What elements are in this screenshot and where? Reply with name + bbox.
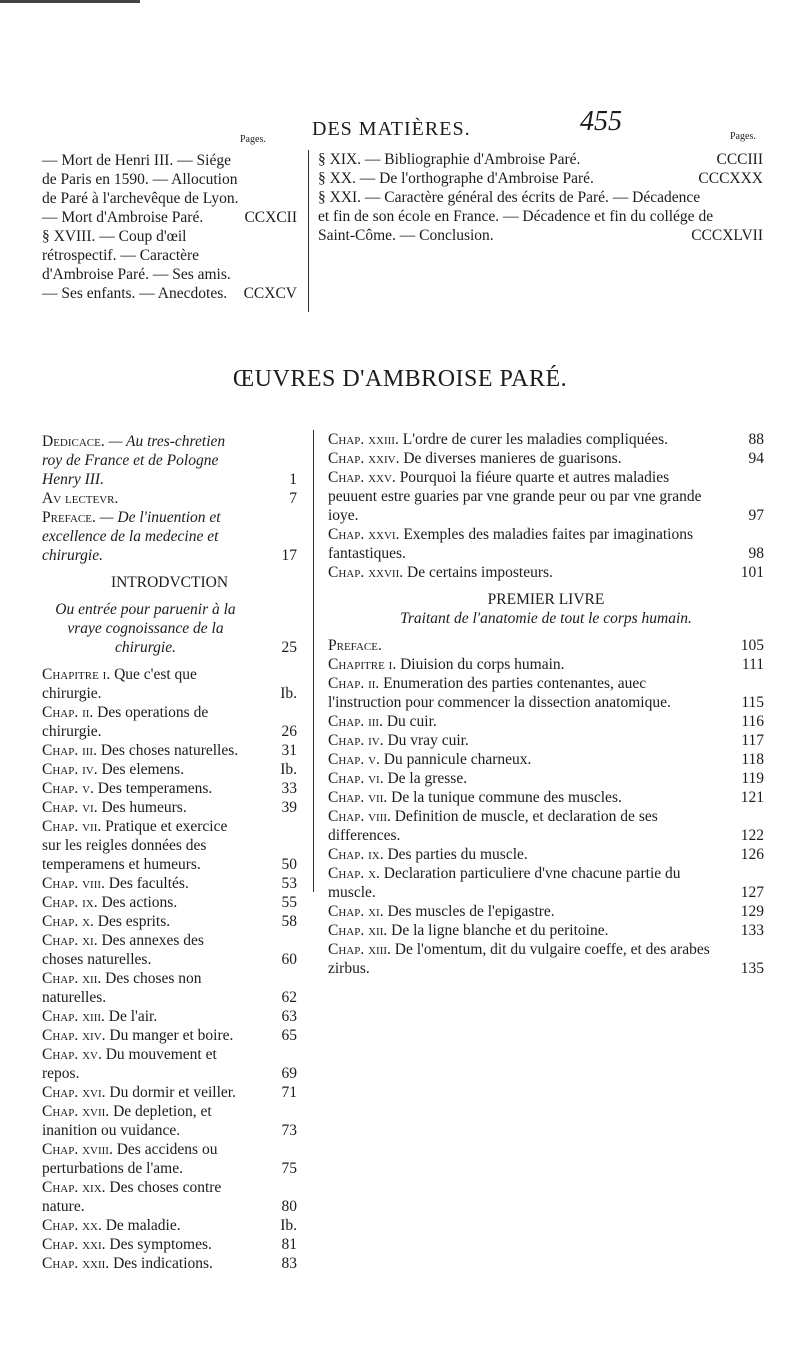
- toc-entry-text: [42, 741, 297, 760]
- chapter-title: Du vray cuir.: [387, 732, 469, 749]
- chapter-heading: Chap. xvi.: [42, 1084, 106, 1101]
- page-ref: 122: [740, 827, 764, 844]
- page-ref: 101: [740, 564, 764, 581]
- toc-entry: [328, 940, 764, 978]
- chapter-title: Des facultés.: [108, 875, 189, 892]
- chapter-heading: Chap. xii.: [328, 922, 388, 939]
- toc-entry: [42, 969, 297, 1007]
- chapter-heading: Chap. xii.: [42, 970, 102, 987]
- toc-entry: [318, 188, 763, 245]
- chapter-title: Enumeration des parties contenantes, auec l'instruction pour commencer la dissection anatomique.: [328, 675, 671, 711]
- toc-entry: [42, 798, 297, 817]
- chapter-heading: Chap. xxv.: [328, 469, 396, 486]
- toc-entry: [42, 227, 297, 303]
- toc-entry-text: [42, 508, 297, 565]
- toc-entry-text: [42, 1083, 297, 1102]
- toc-entry-text: [42, 817, 297, 874]
- toc-entry: [42, 1178, 297, 1216]
- toc-entry-text: [42, 1216, 297, 1235]
- toc-entry: [328, 674, 764, 712]
- toc-entry: [42, 489, 297, 508]
- page-ref: 81: [281, 1236, 297, 1253]
- chapter-title: Des actions.: [101, 894, 178, 911]
- toc-entry-text: [42, 874, 297, 893]
- toc-entry: [42, 151, 297, 227]
- chapter-title: Pourquoi la fiéure quarte et autres maladies peuuent estre guaries par vne grande peur ou par vne grande ioye.: [328, 469, 702, 524]
- toc-entry: [42, 1254, 297, 1273]
- page-ref: 105: [740, 637, 764, 654]
- chapter-title: De depletion, et inanition ou vuidance.: [42, 1103, 212, 1139]
- front-heading: Dedicace.: [42, 433, 105, 450]
- page-ref: 7: [289, 490, 297, 507]
- spacer: [42, 565, 297, 573]
- toc-entry: [328, 430, 764, 449]
- toc-entry: [42, 1216, 297, 1235]
- page-ref: 53: [281, 875, 297, 892]
- page-ref: 118: [741, 751, 764, 768]
- page-ref: CCCXLVII: [691, 227, 763, 244]
- page-ref: 69: [281, 1065, 297, 1082]
- chapter-heading: Chap. xix.: [42, 1179, 106, 1196]
- toc-entry: [328, 769, 764, 788]
- toc-entry: [328, 468, 764, 525]
- toc-entry-text: [42, 489, 297, 508]
- chapter-heading: Chap. v.: [42, 780, 94, 797]
- page-ref: CCCXXX: [698, 170, 763, 187]
- chapter-title: Du pannicule charneux.: [383, 751, 532, 768]
- toc-entry-text: [42, 1178, 297, 1216]
- chapter-heading: Chap. ii.: [42, 704, 94, 721]
- toc-entry: [42, 508, 297, 565]
- toc-entry: [328, 921, 764, 940]
- spacer: [42, 592, 297, 600]
- toc-entry: [42, 779, 297, 798]
- chapter-heading: Chapitre i.: [328, 656, 397, 673]
- book-subtitle: Traitant de l'anatomie de tout le corps humain.: [400, 610, 692, 627]
- page-ref: Ib.: [280, 1217, 297, 1234]
- chapter-heading: Chap. x.: [328, 865, 380, 882]
- toc-entry: [42, 1007, 297, 1026]
- toc-entry: [328, 712, 764, 731]
- chapter-heading: Chapitre i.: [42, 666, 111, 683]
- toc-entry: [42, 432, 297, 489]
- chapter-title: De la ligne blanche et du peritoine.: [391, 922, 609, 939]
- chapter-heading: Chap. vii.: [42, 818, 102, 835]
- chapter-title: Declaration particuliere d'vne chacune partie du muscle.: [328, 865, 681, 901]
- toc-entry: [328, 864, 764, 902]
- page-ref: CCCIII: [716, 151, 763, 168]
- toc-entry-text: § XXI. — Caractère général des écrits de Paré. — Décadence et fin de son école en France. — Décadence et fin du collége de Saint-Côme. — Conclusion.: [318, 189, 714, 244]
- toc-entry-text: [328, 864, 764, 902]
- chapter-title: De la gresse.: [387, 770, 468, 787]
- toc-entry: [328, 750, 764, 769]
- toc-entry-text: [328, 788, 764, 807]
- toc-entry: [42, 912, 297, 931]
- chapter-heading: Chap. xiii.: [328, 941, 391, 958]
- toc-entry: [42, 817, 297, 874]
- chapter-title: Des elemens.: [101, 761, 185, 778]
- page-ref: Ib.: [280, 761, 297, 778]
- page-ref: 50: [281, 856, 297, 873]
- chapter-title: Des operations de chirurgie.: [42, 704, 209, 740]
- toc-entry-text: [328, 750, 764, 769]
- chapter-heading: Chap. ii.: [328, 675, 380, 692]
- toc-entry-text: [328, 468, 764, 525]
- running-title: DES MATIÈRES.: [312, 118, 471, 140]
- page-ref: 119: [741, 770, 764, 787]
- chapter-heading: Chap. xxvii.: [328, 564, 404, 581]
- toc-entry-text: [328, 731, 764, 750]
- chapter-heading: Chap. iv.: [42, 761, 98, 778]
- book-heading: PREMIER LIVRE: [487, 591, 605, 608]
- spacer: [328, 582, 764, 590]
- chapter-title: De l'air.: [108, 1008, 158, 1025]
- page-ref: 88: [748, 431, 764, 448]
- chapter-heading: Chap. xiv.: [42, 1027, 106, 1044]
- toc-entry: [328, 525, 764, 563]
- toc-entry-text: § XX. — De l'orthographe d'Ambroise Paré.: [318, 170, 594, 187]
- toc-entry: [328, 655, 764, 674]
- chapter-title: Du mouvement et repos.: [42, 1046, 217, 1082]
- toc-entry-text: [328, 449, 764, 468]
- top-divider: [308, 150, 309, 312]
- top-rule: [0, 0, 140, 3]
- chapter-title: Des symptomes.: [109, 1236, 212, 1253]
- chapter-heading: Chap. viii.: [42, 875, 105, 892]
- chapter-title: Des annexes des choses naturelles.: [42, 932, 204, 968]
- chapter-title: Definition de muscle, et declaration de ses differences.: [328, 808, 658, 844]
- left-column: [42, 432, 297, 1273]
- toc-entry-text: [328, 769, 764, 788]
- pages-label-left: Pages.: [240, 134, 266, 145]
- spacer: [328, 628, 764, 636]
- page-ref: 33: [281, 780, 297, 797]
- toc-entry-text: [328, 807, 764, 845]
- toc-entry-text: [42, 1026, 297, 1045]
- page-ref: 60: [281, 951, 297, 968]
- chapter-title: Des choses non naturelles.: [42, 970, 202, 1006]
- page-ref: 31: [281, 742, 297, 759]
- chapter-heading: Chap. iii.: [328, 713, 383, 730]
- page-ref: 65: [281, 1027, 297, 1044]
- page-ref: 55: [281, 894, 297, 911]
- chapter-title: Exemples des maladies faites par imaginations fantastiques.: [328, 526, 694, 562]
- page-ref: 135: [740, 960, 764, 977]
- intro-heading: INTRODVCTION: [110, 574, 229, 591]
- toc-entry-text: [328, 430, 764, 449]
- page-ref: 115: [741, 694, 764, 711]
- toc-entry-text: [42, 798, 297, 817]
- toc-entry: [328, 731, 764, 750]
- page-ref: 75: [281, 1160, 297, 1177]
- chapter-heading: Chap. v.: [328, 751, 380, 768]
- page-ref: 116: [741, 713, 764, 730]
- chapter-title: Des parties du muscle.: [387, 846, 528, 863]
- toc-entry: [328, 902, 764, 921]
- chapter-title: L'ordre de curer les maladies compliquées.: [402, 431, 669, 448]
- page-ref: 39: [281, 799, 297, 816]
- intro-subtitle: Ou entrée pour paruenir à la vraye cognoissance de la chirurgie.: [55, 601, 236, 656]
- page-ref: 1: [289, 471, 297, 488]
- chapter-heading: Chap. x.: [42, 913, 94, 930]
- toc-entry: [42, 1140, 297, 1178]
- toc-entry: [328, 449, 764, 468]
- chapter-heading: Chap. iii.: [42, 742, 97, 759]
- chapter-title: Des esprits.: [97, 913, 171, 930]
- toc-entry-text: [42, 1140, 297, 1178]
- chapter-heading: Chap. xiii.: [42, 1008, 105, 1025]
- page-ref: 126: [740, 846, 764, 863]
- chapter-title: Des temperamens.: [97, 780, 213, 797]
- page-ref: 73: [281, 1122, 297, 1139]
- toc-entry-text: [42, 969, 297, 1007]
- chapter-heading: Chap. xxiii.: [328, 431, 399, 448]
- chapter-title: Des choses contre nature.: [42, 1179, 222, 1215]
- toc-entry-text: [328, 845, 764, 864]
- chapter-title: De maladie.: [105, 1217, 181, 1234]
- page-ref: 98: [748, 545, 764, 562]
- toc-entry: [42, 703, 297, 741]
- chapter-heading: Chap. vi.: [42, 799, 98, 816]
- toc-entry-text: [42, 1007, 297, 1026]
- intro-subtitle-entry: [42, 600, 297, 657]
- chapter-title: Des muscles de l'epigastre.: [387, 903, 555, 920]
- page-ref: 25: [281, 639, 297, 656]
- page-ref: CCXCV: [243, 285, 297, 302]
- chapter-heading: Chap. vi.: [328, 770, 384, 787]
- toc-entry: [42, 1083, 297, 1102]
- toc-entry-text: [42, 432, 297, 489]
- page-ref: 17: [281, 547, 297, 564]
- page-ref: 129: [740, 903, 764, 920]
- toc-entry-text: [328, 674, 764, 712]
- toc-entry: [42, 874, 297, 893]
- page-ref: CCXCII: [244, 209, 297, 226]
- toc-entry-text: [42, 703, 297, 741]
- chapter-title: Que c'est que chirurgie.: [42, 666, 197, 702]
- pages-label-right: Pages.: [730, 131, 756, 142]
- toc-entry: [42, 1045, 297, 1083]
- front-title: — Au tres-chretien roy de France et de Pologne Henry III.: [42, 433, 226, 488]
- chapter-title: Des indications.: [113, 1255, 213, 1272]
- chapter-heading: Chap. xi.: [328, 903, 384, 920]
- toc-entry: [328, 563, 764, 582]
- chapter-title: Des accidens ou perturbations de l'ame.: [42, 1141, 218, 1177]
- chapter-title: Des choses naturelles.: [100, 742, 239, 759]
- page-ref: Ib.: [280, 685, 297, 702]
- toc-entry-text: § XIX. — Bibliographie d'Ambroise Paré.: [318, 151, 581, 168]
- page-ref: 121: [740, 789, 764, 806]
- chapter-heading: Chap. xxii.: [42, 1255, 110, 1272]
- top-right-column: [318, 150, 763, 245]
- toc-entry-text: [328, 563, 764, 582]
- chapter-title: Pratique et exercice sur les reigles données des temperamens et humeurs.: [42, 818, 228, 873]
- chapter-heading: Chap. viii.: [328, 808, 391, 825]
- toc-entry: [42, 1026, 297, 1045]
- chapter-heading: Chap. xxi.: [42, 1236, 106, 1253]
- toc-entry-text: [42, 1102, 297, 1140]
- page-ref: 94: [748, 450, 764, 467]
- toc-entry-text: [42, 1235, 297, 1254]
- chapter-title: Du manger et boire.: [109, 1027, 234, 1044]
- chapter-title: Des humeurs.: [101, 799, 187, 816]
- toc-entry-text: [42, 1254, 297, 1273]
- toc-entry: [42, 931, 297, 969]
- page-ref: 117: [741, 732, 764, 749]
- toc-entry: [42, 741, 297, 760]
- toc-entry: [318, 150, 763, 169]
- chapter-heading: Preface.: [328, 637, 382, 654]
- page-ref: 58: [281, 913, 297, 930]
- toc-entry-text: § XVIII. — Coup d'œil rétrospectif. — Caractère d'Ambroise Paré. — Ses amis. — Ses enfants. — Anecdotes.: [42, 228, 231, 302]
- chapter-title: Diuision du corps humain.: [400, 656, 565, 673]
- toc-entry: [42, 1102, 297, 1140]
- toc-entry-text: [42, 912, 297, 931]
- page-ref: 83: [281, 1255, 297, 1272]
- page-ref: 127: [740, 884, 764, 901]
- page-ref: 80: [281, 1198, 297, 1215]
- toc-entry-text: [42, 893, 297, 912]
- toc-entry-text: [328, 525, 764, 563]
- chapter-heading: Chap. xxvi.: [328, 526, 400, 543]
- page-number: 455: [580, 106, 622, 137]
- page-ref: 71: [281, 1084, 297, 1101]
- chapter-heading: Chap. xv.: [42, 1046, 102, 1063]
- chapter-title: De l'omentum, dit du vulgaire coeffe, et des arabes zirbus.: [328, 941, 710, 977]
- toc-entry: [42, 893, 297, 912]
- chapter-title: De certains imposteurs.: [407, 564, 553, 581]
- toc-entry-text: [42, 931, 297, 969]
- chapter-title: De diverses manieres de guarisons.: [403, 450, 622, 467]
- toc-entry-text: [328, 636, 764, 655]
- toc-entry: [328, 636, 764, 655]
- toc-entry: [328, 788, 764, 807]
- toc-entry-text: [328, 902, 764, 921]
- chapter-title: De la tunique commune des muscles.: [391, 789, 622, 806]
- toc-entry-text: [328, 921, 764, 940]
- front-heading: Av lectevr.: [42, 490, 119, 507]
- main-title: ŒUVRES D'AMBROISE PARÉ.: [232, 366, 568, 392]
- chapter-heading: Chap. xvii.: [42, 1103, 110, 1120]
- toc-entry-text: — Mort de Henri III. — Siége de Paris en 1590. — Allocution de Paré à l'archevêque de Lyon. — Mort d'Ambroise Paré.: [42, 152, 239, 226]
- toc-entry-text: [328, 655, 764, 674]
- toc-entry-text: [328, 940, 764, 978]
- toc-entry: [42, 760, 297, 779]
- chapter-heading: Chap. vii.: [328, 789, 388, 806]
- page-ref: 111: [741, 656, 764, 673]
- toc-entry: [318, 169, 763, 188]
- page-ref: 26: [281, 723, 297, 740]
- toc-entry-text: [42, 779, 297, 798]
- chapter-heading: Chap. xi.: [42, 932, 98, 949]
- chapter-heading: Chap. ix.: [328, 846, 384, 863]
- toc-entry-text: [42, 760, 297, 779]
- spacer: [42, 657, 297, 665]
- page-ref: 97: [748, 507, 764, 524]
- chapter-heading: Chap. xviii.: [42, 1141, 113, 1158]
- page-ref: 63: [281, 1008, 297, 1025]
- chapter-title: Du dormir et veiller.: [109, 1084, 236, 1101]
- front-heading: Preface.: [42, 509, 96, 526]
- toc-entry: [42, 665, 297, 703]
- top-left-column: [42, 151, 297, 303]
- toc-entry: [328, 845, 764, 864]
- main-divider: [313, 430, 314, 892]
- toc-entry-text: [42, 1045, 297, 1083]
- chapter-heading: Chap. iv.: [328, 732, 384, 749]
- toc-entry-text: [42, 665, 297, 703]
- chapter-title: Du cuir.: [386, 713, 437, 730]
- chapter-heading: Chap. xx.: [42, 1217, 102, 1234]
- toc-entry: [328, 807, 764, 845]
- right-column: [328, 430, 764, 978]
- page-ref: 133: [740, 922, 764, 939]
- chapter-heading: Chap. xxiv.: [328, 450, 400, 467]
- front-title: — De l'inuention et excellence de la medecine et chirurgie.: [42, 509, 221, 564]
- toc-entry: [42, 1235, 297, 1254]
- page-ref: 62: [281, 989, 297, 1006]
- chapter-heading: Chap. ix.: [42, 894, 98, 911]
- toc-entry-text: [328, 712, 764, 731]
